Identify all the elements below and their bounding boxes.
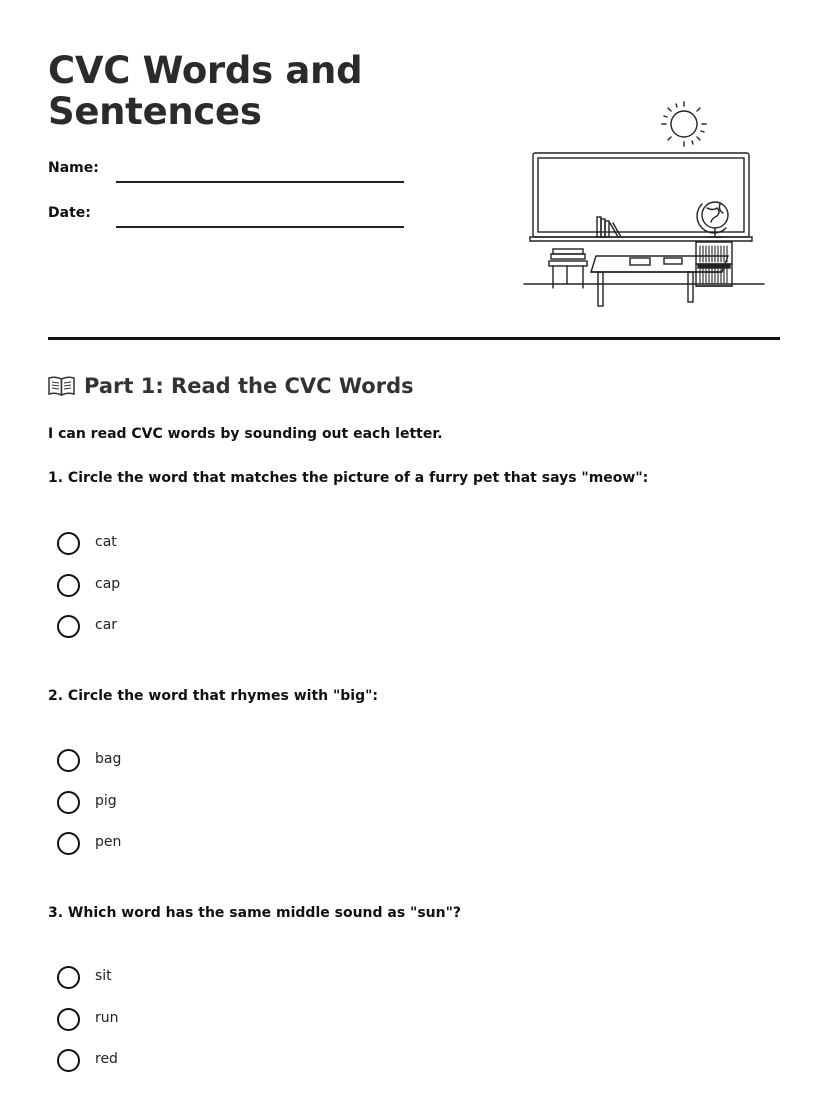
radio-circle[interactable] (57, 532, 80, 555)
date-input-line[interactable] (116, 226, 404, 228)
stool (549, 249, 587, 288)
date-label: Date: (48, 205, 91, 221)
section-divider (48, 337, 780, 340)
part1-intro: I can read CVC words by sounding out each letter. (48, 426, 443, 442)
question-1-prompt: 1. Circle the word that matches the picture of a furry pet that says "meow": (48, 470, 649, 486)
name-label: Name: (48, 160, 99, 176)
option-label: pen (95, 834, 122, 850)
question-3-option-red[interactable] (57, 1048, 119, 1090)
question-3-option-sit[interactable] (57, 965, 119, 1007)
open-book-icon (48, 375, 75, 397)
option-label: cat (95, 534, 117, 550)
radio-circle[interactable] (57, 832, 80, 855)
question-1-options (57, 531, 120, 656)
bookshelf (696, 242, 732, 286)
sun-icon (662, 102, 706, 146)
question-3-options (57, 965, 119, 1090)
question-2-option-pig[interactable] (57, 790, 121, 832)
option-label: car (95, 617, 118, 633)
question-3-option-run[interactable] (57, 1007, 119, 1049)
part1-heading (48, 374, 414, 398)
question-1-option-car[interactable] (57, 614, 120, 656)
option-label: sit (95, 968, 112, 984)
question-2-prompt: 2. Circle the word that rhymes with "big": (48, 688, 379, 704)
question-1-option-cat[interactable] (57, 531, 120, 573)
option-label: run (95, 1009, 119, 1026)
date-field (48, 205, 408, 235)
question-2-option-bag[interactable] (57, 748, 121, 790)
option-label: red (95, 1051, 118, 1067)
question-1-option-cap[interactable] (57, 573, 120, 615)
radio-circle[interactable] (57, 1049, 80, 1072)
radio-circle[interactable] (57, 1008, 80, 1031)
part1-title: Part 1: Read the CVC Words (84, 374, 414, 398)
books-icon (597, 217, 621, 237)
radio-circle[interactable] (57, 574, 80, 597)
radio-circle[interactable] (57, 749, 80, 772)
question-2-options (57, 748, 121, 873)
page-title: CVC Words and Sentences (48, 49, 363, 133)
option-label: pig (95, 792, 117, 809)
classroom-illustration (522, 96, 766, 310)
question-3-prompt: 3. Which word has the same middle sound as "sun"? (48, 905, 462, 921)
question-2-option-pen[interactable] (57, 831, 121, 873)
radio-circle[interactable] (57, 966, 80, 989)
option-label: cap (95, 575, 121, 592)
name-field (48, 160, 408, 190)
name-input-line[interactable] (116, 181, 404, 183)
option-label: bag (95, 751, 122, 767)
radio-circle[interactable] (57, 791, 80, 814)
radio-circle[interactable] (57, 615, 80, 638)
